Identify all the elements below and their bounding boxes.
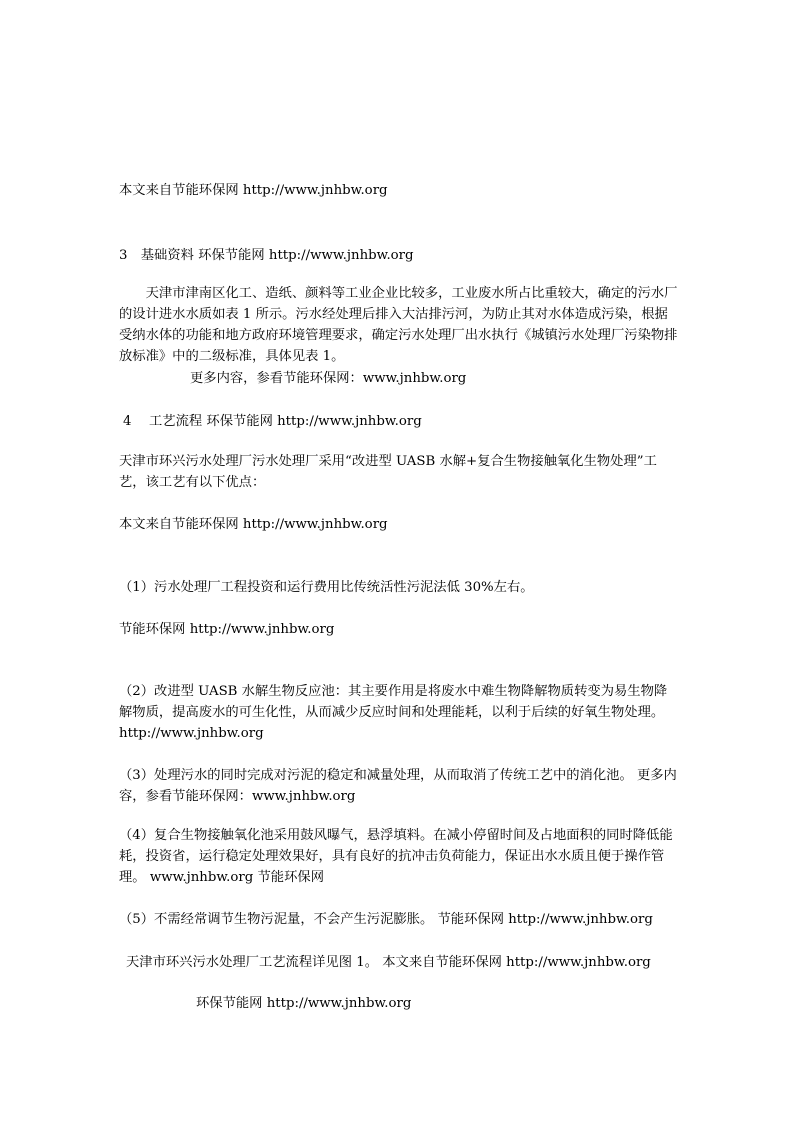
- basic-info-paragraph: 天津市津南区化工、造纸、颜料等工业企业比较多，工业废水所占比重较大，确定的污水厂的设计进水水质如表 1 所示。污水经处理后排入大沽排污河，为防止其对水体造成污染，根据受纳水体的功能和地方政府环境管理要求，确定污水处理厂出水执行《城镇污水处理厂污染物排放标准》中的二级标准，具体见表 1。: [119, 286, 678, 364]
- section-4-heading: 4 工艺流程 环保节能网 http://www.jnhbw.org: [123, 414, 422, 429]
- advantage-2: （2）改进型 UASB 水解生物反应池：其主要作用是将废水中难生物降解物质转变为易生物降解物质，提高废水的可生化性，从而减少反应时间和处理能耗，以利于后续的好氧生物处理。 http://www.jnhbw.org: [119, 684, 668, 741]
- advantage-3: （3）处理污水的同时完成对污泥的稳定和减量处理，从而取消了传统工艺中的消化池。 更多内容，参看节能环保网：www.jnhbw.org: [119, 768, 677, 804]
- figure-reference: 天津市环兴污水处理厂工艺流程详见图 1。 本文来自节能环保网 http://www.jnhbw.org: [126, 955, 651, 970]
- source-note-2: 本文来自节能环保网 http://www.jnhbw.org: [119, 517, 388, 532]
- process-intro-paragraph: 天津市环兴污水处理厂污水处理厂采用“改进型 UASB 水解+复合生物接触氧化生物处理”工艺，该工艺有以下优点：: [119, 454, 657, 490]
- more-content-note: 更多内容，参看节能环保网：www.jnhbw.org: [190, 371, 467, 386]
- source-note: 本文来自节能环保网 http://www.jnhbw.org: [119, 183, 388, 198]
- advantage-4: （4）复合生物接触氧化池采用鼓风曝气，悬浮填料。在减小停留时间及占地面积的同时降低能耗，投资省，运行稳定处理效果好，具有良好的抗冲击负荷能力，保证出水水质且便于操作管理。 www.jnhbw.org 节能环保网: [119, 828, 673, 885]
- advantage-1: （1）污水处理厂工程投资和运行费用比传统活性污泥法低 30%左右。: [119, 580, 534, 595]
- source-note-4: 环保节能网 http://www.jnhbw.org: [196, 996, 412, 1011]
- section-3-heading: 3 基础资料 环保节能网 http://www.jnhbw.org: [119, 248, 414, 263]
- advantage-5: （5）不需经常调节生物污泥量，不会产生污泥膨胀。 节能环保网 http://www.jnhbw.org: [119, 912, 653, 927]
- source-note-3: 节能环保网 http://www.jnhbw.org: [119, 622, 335, 637]
